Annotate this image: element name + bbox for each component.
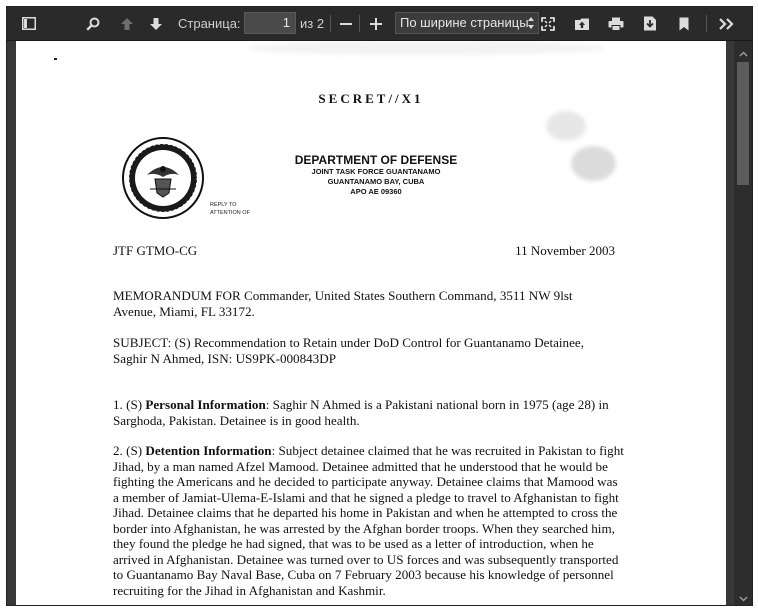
download-icon xyxy=(643,16,657,31)
zoom-select-value: По ширине страницы xyxy=(400,15,529,30)
scan-smudge xyxy=(571,146,616,181)
memo-date: 11 November 2003 xyxy=(515,243,615,258)
find-button[interactable] xyxy=(81,7,105,40)
paragraph-detention-information xyxy=(113,443,625,598)
paragraph-heading: Detention Information xyxy=(145,443,272,458)
scan-smudge xyxy=(246,41,606,55)
scroll-down-button[interactable] xyxy=(737,590,749,602)
zoom-select[interactable] xyxy=(395,12,539,34)
dod-seal-icon xyxy=(122,137,204,219)
minus-icon xyxy=(340,18,352,30)
arrow-up-icon xyxy=(120,17,134,31)
paragraph-number: 2. (S) xyxy=(113,443,146,458)
zoom-in-button[interactable] xyxy=(365,7,387,40)
search-icon xyxy=(86,17,100,31)
presentation-mode-button[interactable] xyxy=(537,7,559,40)
letterhead xyxy=(281,153,471,197)
plus-icon xyxy=(370,18,382,30)
letterhead-line: APO AE 09360 xyxy=(350,187,402,196)
toolbar-separator xyxy=(330,15,331,32)
scan-speck xyxy=(54,58,57,60)
previous-page-button[interactable] xyxy=(115,7,139,40)
page-label: Страница: xyxy=(178,16,241,31)
tools-menu-button[interactable] xyxy=(712,7,742,40)
paragraph-text: : Saghir N Ahmed is a Pakistani national born in 1975 (age 28) in Sarghoda, Pakistan. Detainee is in good health. xyxy=(113,397,609,428)
double-chevron-right-icon xyxy=(719,18,735,30)
page-total: из 2 xyxy=(300,16,325,31)
print-button[interactable] xyxy=(604,7,628,40)
memorandum-for: MEMORANDUM FOR Commander, United States Southern Command, 3511 NW 9lst Avenue, Miami, FL 33172. xyxy=(113,288,573,319)
page-number-input[interactable]: 1 xyxy=(244,12,296,34)
reply-to-line: REPLY TO xyxy=(210,202,237,208)
scan-smudge xyxy=(546,111,586,141)
scroll-up-button[interactable] xyxy=(737,45,749,57)
arrow-down-icon xyxy=(149,17,163,31)
reply-to-line: ATTENTION OF xyxy=(210,210,250,216)
document-viewport[interactable] xyxy=(7,41,734,606)
paragraph-number: 1. (S) xyxy=(113,397,146,412)
zoom-out-button[interactable] xyxy=(335,7,357,40)
letterhead-line: GUANTANAMO BAY, CUBA xyxy=(327,177,425,186)
sidebar-toggle-button[interactable] xyxy=(17,7,41,40)
print-icon xyxy=(608,17,624,31)
open-file-button[interactable] xyxy=(570,7,594,40)
chevron-up-icon xyxy=(739,42,748,61)
toolbar xyxy=(7,7,752,41)
toolbar-separator xyxy=(359,15,360,32)
open-file-icon xyxy=(574,17,590,31)
office-code: JTF GTMO-CG xyxy=(113,243,198,258)
download-button[interactable] xyxy=(638,7,662,40)
bookmark-button[interactable] xyxy=(673,7,695,40)
paragraph-heading: Personal Information xyxy=(145,397,266,412)
sidebar-toggle-icon xyxy=(22,17,36,30)
chevron-down-icon xyxy=(739,587,748,606)
scrollbar-thumb[interactable] xyxy=(737,62,749,185)
paragraph-text: : Subject detainee claimed that he was recruited in Pakistan to fight Jihad, by a man named Afzel Mamood. Detainee admitted that he understood that he would be fighting the Americans and he decided to participate anyway. Detainee claims that Mamood was a member of Jamiat-Ulema-E-Islami and that he signed a pledge to travel to Afghanistan to fight Jihad. Detainee claims that he departed his home in Pakistan and when he attempted to cross the border into Afghanistan, he was arrested by the Afghan border troops. When they searched him, they found the pledge he had signed, that was to be used as a letter of introduction, when he arrived in Afghanistan. Detainee was turned over to US forces and was subsequently transported to Guantanamo Bay Naval Base, Cuba on 7 February 2003 because his knowledge of personnel recruiting for the Jihad in Afghanistan and Kashmir. xyxy=(113,443,624,598)
vertical-scrollbar[interactable] xyxy=(734,41,752,606)
fullscreen-icon xyxy=(541,17,555,31)
viewer-frame xyxy=(6,6,753,606)
reply-to-label xyxy=(210,201,250,217)
bookmark-icon xyxy=(679,17,689,31)
next-page-button[interactable] xyxy=(144,7,168,40)
updown-arrows-icon xyxy=(527,16,535,36)
paragraph-personal-information xyxy=(113,397,623,428)
toolbar-separator xyxy=(706,15,707,32)
pdf-page xyxy=(16,41,726,606)
department-name: DEPARTMENT OF DEFENSE xyxy=(294,153,458,167)
subject-line: SUBJECT: (S) Recommendation to Retain under DoD Control for Guantanamo Detainee, Saghir N Ahmed, ISN: US9PK-000843DP xyxy=(113,335,584,366)
classification-marking: SECRET//X1 xyxy=(318,91,424,106)
letterhead-line: JOINT TASK FORCE GUANTANAMO xyxy=(311,167,441,176)
